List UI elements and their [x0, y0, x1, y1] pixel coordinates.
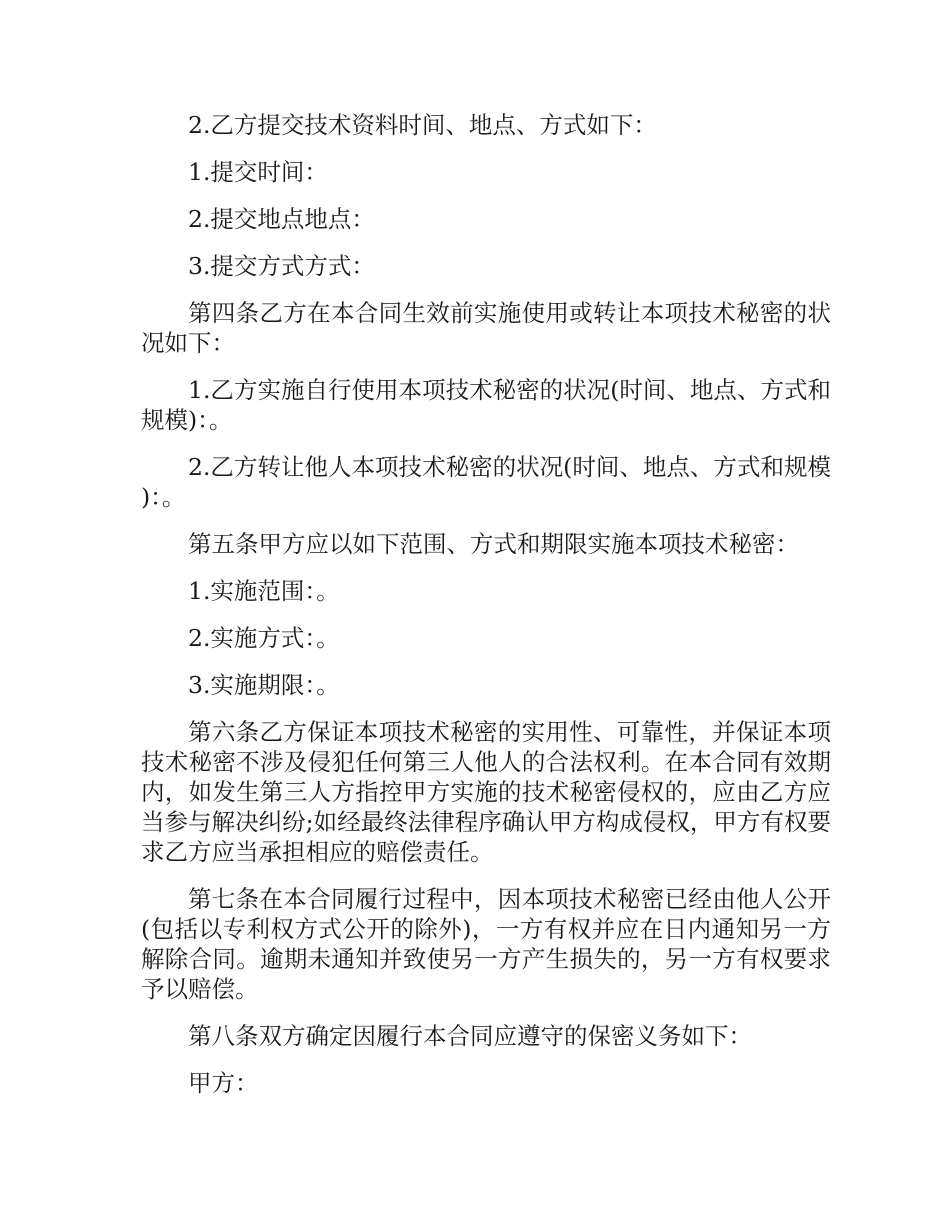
paragraph-article-4: 第四条乙方在本合同生效前实施使用或转让本项技术秘密的状况如下：: [141, 299, 831, 357]
paragraph-transfer-status: 2.乙方转让他人本项技术秘密的状况(时间、地点、方式和规模)：。: [141, 453, 831, 511]
paragraph-submission-method: 3.提交方式方式：: [188, 252, 375, 280]
paragraph-article-6: 第六条乙方保证本项技术秘密的实用性、可靠性，并保证本项技术秘密不涉及侵犯任何第三人他人的合法权利。在本合同有效期内，如发生第三人方指控甲方实施的技术秘密侵权的，应由乙方应当参与解决纠纷;如经最终法律程序确认甲方构成侵权，甲方有权要求乙方应当承担相应的赔偿责任。: [141, 718, 831, 866]
paragraph-implementation-scope: 1.实施范围：。: [188, 577, 340, 605]
paragraph-self-use-status: 1.乙方实施自行使用本项技术秘密的状况(时间、地点、方式和规模)：。: [141, 376, 831, 434]
paragraph-article-5: 第五条甲方应以如下范围、方式和期限实施本项技术秘密：: [188, 530, 799, 558]
paragraph-article-8: 第八条双方确定因履行本合同应遵守的保密义务如下：: [188, 1022, 752, 1050]
paragraph-submission-time: 1.提交时间：: [188, 158, 328, 186]
document-body: [141, 110, 831, 1115]
paragraph-implementation-period: 3.实施期限：。: [188, 671, 340, 699]
paragraph-submission-place: 2.提交地点地点：: [188, 205, 375, 233]
paragraph-article-7: 第七条在本合同履行过程中，因本项技术秘密已经由他人公开(包括以专利权方式公开的除外)，一方有权并应在日内通知另一方解除合同。逾期未通知并致使另一方产生损失的，另一方有权要求予以赔偿。: [141, 885, 831, 1003]
paragraph-party-a: 甲方：: [188, 1069, 259, 1097]
paragraph-implementation-method: 2.实施方式：。: [188, 624, 340, 652]
paragraph-submission-details: 2.乙方提交技术资料时间、地点、方式如下：: [188, 111, 657, 139]
